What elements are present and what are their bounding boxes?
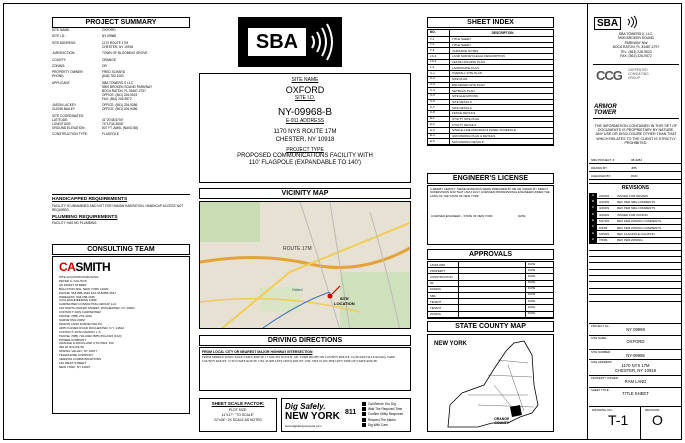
revision-row-empty bbox=[589, 295, 682, 301]
drawing-no: T-1 bbox=[608, 412, 629, 428]
summary-row bbox=[52, 28, 190, 32]
tb-info-row bbox=[589, 335, 682, 349]
revision-date: 3/10/09 bbox=[599, 200, 610, 205]
sheet-no: E-2 bbox=[428, 122, 450, 128]
digsafe-name2: NEW YORK bbox=[285, 411, 340, 422]
checkbox-icon bbox=[362, 402, 366, 406]
sheet-description: SITE ELEVATIONS bbox=[452, 94, 478, 99]
checklist-item bbox=[362, 418, 403, 422]
revision-letter: A bbox=[589, 193, 597, 199]
license-title: ENGINEER'S LICENSE bbox=[427, 173, 554, 184]
tb-sba-address: SBA TOWERS II, LLC. 5900 BROKEN SOUND PARKWAY NW BOCA RATON, FL 33487-2797 TEL: (561) 226-9523 FAX: (561) 226-9572 bbox=[612, 32, 660, 59]
revision-desc: ISSUED FOR ZONING bbox=[617, 212, 648, 217]
revision-desc: ISSUED FOR REVIEW bbox=[617, 193, 649, 198]
checkbox-icon bbox=[362, 412, 366, 416]
tb-rule-4 bbox=[589, 406, 682, 407]
digsafe-box bbox=[281, 398, 411, 432]
state-name: NEW YORK bbox=[434, 341, 467, 347]
summary-value: OXFORD bbox=[102, 28, 116, 32]
scale-box bbox=[199, 398, 277, 432]
summary-title: PROJECT SUMMARY bbox=[52, 17, 190, 28]
sheet-index-title: SHEET INDEX bbox=[427, 17, 554, 28]
plumbing-text: FACILITY HAS NO PLUMBING. bbox=[52, 221, 98, 226]
site-name: OXFORD bbox=[285, 85, 325, 95]
site-id-label: SITE I.D. bbox=[294, 95, 316, 101]
tb-rule-3 bbox=[589, 183, 682, 184]
approval-date-label: DATE bbox=[525, 305, 553, 311]
tb-meta-value: DMC bbox=[631, 173, 638, 178]
summary-row bbox=[52, 41, 190, 49]
casmith-logo: CASMITH bbox=[59, 260, 111, 274]
summary-row bbox=[52, 58, 190, 62]
project-type-label: PROJECT TYPE bbox=[286, 147, 324, 153]
approvals-title: APPROVALS bbox=[427, 249, 554, 260]
vicinity-title: VICINITY MAP bbox=[199, 188, 411, 199]
sheet-no: C-2 bbox=[428, 76, 450, 82]
approval-date-label: DATE bbox=[525, 262, 553, 268]
approval-label: LANDLORD bbox=[430, 262, 446, 267]
tb-info-label: SITE NUMBER: bbox=[591, 350, 611, 354]
sheet-description: SINGLE-LINE DIAGRAM & PANEL SCHEDULE bbox=[452, 128, 516, 133]
approval-label: CONSTRUCTION bbox=[430, 274, 453, 279]
summary-label: JASON LACKEY GLENN BAILEY bbox=[52, 103, 77, 112]
tb-info-row bbox=[589, 323, 682, 335]
ccg-logo: CCG bbox=[596, 68, 622, 83]
checklist-text: Wait The Required Time bbox=[368, 407, 403, 412]
ccg-name: CARPENTER CONSULTING GROUP bbox=[628, 68, 649, 80]
directions-box bbox=[199, 347, 411, 391]
checklist-item bbox=[362, 407, 403, 411]
checkbox-icon bbox=[362, 418, 366, 422]
sheet-description: OVERALL SITE PLAN bbox=[452, 71, 482, 76]
tb-info-label: SITE ADDRESS: bbox=[591, 360, 613, 364]
checklist-text: Dig With Care bbox=[368, 422, 388, 427]
signal-waves-icon bbox=[308, 22, 338, 62]
vicinity-site-label: SITE LOCATION bbox=[334, 296, 355, 306]
plumbing-title: PLUMBING REQUIREMENTS bbox=[52, 215, 118, 221]
sba-logo bbox=[238, 17, 342, 67]
revision-letter: B bbox=[589, 199, 597, 205]
site-name-label: SITE NAME bbox=[291, 77, 319, 83]
revisions-table bbox=[589, 193, 682, 302]
summary-value: FLAGPOLE bbox=[102, 131, 119, 136]
approval-date-label: DATE bbox=[525, 286, 553, 292]
sheet-description: LANDSCAPE PLAN bbox=[452, 65, 479, 70]
tb-info-value: NY-09968 bbox=[626, 353, 645, 358]
state-map bbox=[427, 334, 554, 432]
digsafe-url: www.digsafelynewyork.com bbox=[285, 424, 322, 428]
tb-meta bbox=[589, 156, 682, 180]
sheet-no: T-3 bbox=[428, 48, 450, 54]
tb-signal-waves-icon bbox=[626, 15, 638, 29]
checklist-item bbox=[362, 423, 403, 427]
tb-meta-value: JPB bbox=[631, 165, 637, 170]
revision-date: 5/27/09 bbox=[599, 219, 610, 224]
county-name: ORANGE COUNTY bbox=[494, 417, 510, 425]
revision-date: 2/26/09 bbox=[599, 193, 610, 198]
titleblock-divider bbox=[587, 3, 588, 440]
col-description: DESCRIPTION bbox=[491, 31, 514, 35]
license-date: DATE: bbox=[518, 214, 527, 218]
sheet-description: LEASE HOLDING PLAN bbox=[452, 60, 485, 65]
tb-info-row bbox=[589, 349, 682, 359]
tb-info-value: OXFORD bbox=[626, 339, 645, 344]
revision-label: REVISION: bbox=[645, 408, 661, 412]
summary-value: NY-09968 bbox=[102, 34, 117, 39]
handicap-text: FACILITY IS UNMANNED AND NOT FOR HUMAN HABITATION. HANDICAP ACCESS NOT REQUIRED. bbox=[52, 204, 184, 213]
approval-label: ZONING bbox=[430, 287, 441, 292]
sheet-description: UTILITY DETAILS bbox=[452, 122, 477, 127]
sheet-no: C-8 bbox=[428, 110, 450, 116]
checklist-text: Confirm Utility Response bbox=[368, 412, 404, 417]
approval-row bbox=[428, 312, 553, 318]
team-text: SITE ACQUISITION/ZONING: PETER C. GOUTOS AS FRONT STREET BALLSTON SPA, NEW YORK 12020 PHONE: 518-885-1549 FAX 518-885-1547 WIRELESS: 518-258-4445 CIVIL ENGINEERING FIRM: CARPENTER CONSULTING GROUP, LLC 120 NORTH WATER STREET, ROCHESTER, NY 14604 CONTACT: DON CARPENTER PHONE: (585) 270-4019 SURVEYING FIRM: MASON LAND SURVEYING PC. 4465 CULVER ROAD ROCHESTER, N.Y. 14622 CONTACT: RYAN MASON, L.S. PHONE: (585) 722-0402 (585) 654-4415 (FAX) POWER COMPANY: ORANGE & ROCKLAND UTILITIES, INC 390 W. ROUTE 59 SPRING VALLEY, NY 10977 TELEPHONE COMPANY: VERIZON COMMUNICATIONS 140 WEST STREET NEW YORK, NY 10007 bbox=[59, 275, 135, 369]
sheet-no: C-1 bbox=[428, 71, 450, 77]
revision-date: 6/25/09 bbox=[599, 232, 610, 237]
tb-meta-row bbox=[589, 164, 682, 172]
tb-info-label: SHEET TITLE: bbox=[591, 388, 610, 392]
revision-letter: F bbox=[589, 224, 597, 230]
sheet-no: L-1 bbox=[428, 65, 450, 71]
summary-label: PROPERTY OWNER: PHONE: bbox=[52, 70, 84, 79]
directions-title: DRIVING DIRECTIONS bbox=[199, 335, 411, 346]
approval-signature bbox=[458, 311, 525, 317]
sheet-index-row bbox=[428, 139, 553, 145]
sheet-description: FENCE DETAILS bbox=[452, 111, 476, 116]
summary-row bbox=[52, 64, 190, 68]
tb-disclaimer: THE INFORMATION CONTAINED IN THIS SET OF DOCUMENTS IS PROPRIETARY BY NATURE. ANY USE OR DISCLOSURE OTHER THAN THAT WHICH RELATES TO THE CLIENT IS STRICTLY PROHIBITED. bbox=[594, 124, 678, 145]
checklist-text: Respect The Marks bbox=[368, 417, 396, 422]
handicap-title: HANDICAPPED REQUIREMENTS bbox=[52, 197, 128, 202]
revision-date: 7/6/09 bbox=[599, 238, 608, 243]
state-map-graphic bbox=[428, 335, 554, 432]
digsafe-811: 811 bbox=[345, 409, 357, 416]
summary-row bbox=[52, 132, 190, 136]
summary-row bbox=[52, 103, 190, 111]
armor-tower-logo: ARMOR TOWER bbox=[594, 104, 617, 116]
directions-text: FROM MIDDLETOWN TAKE STATE ROUTE 17 SOUTH TO EXIT 126. TURN RIGHT ON COUNTY ROUTE 13 (SEARSVILLE ROAD). TAKE COUNTY ROUTE 13 TO STATE ROUTE 17M. TURN LEFT ONTO ROUTE 17M. SITE IS ON THE LEFT SIDE OF STATE ROUTE. bbox=[202, 355, 396, 363]
summary-label: ZONING: bbox=[52, 63, 66, 68]
casmith-logo-text: SMITH bbox=[75, 260, 111, 274]
sheet-no: C-7 bbox=[428, 105, 450, 111]
sheet-description: LAND SURVEY/LEGAL DESCRIPTION bbox=[452, 54, 505, 59]
tb-info-label: SITE NAME: bbox=[591, 336, 607, 340]
tb-rule-5 bbox=[640, 406, 641, 440]
revision-desc: REV PER SBA COMMENTS bbox=[617, 206, 656, 211]
summary-label: COUNTY: bbox=[52, 57, 67, 62]
sheet-description: TITLE SHEET bbox=[452, 37, 472, 42]
sheet-no: E-3 bbox=[428, 128, 450, 134]
license-text: I HEREBY CERTIFY THESE DRAWINGS WERE PREPARED BY ME OR UNDER MY DIRECT SUPERVISION AND THAT I AM A DULY LICENSED PROFESSIONAL ENGINEER UNDER THE LAWS OF THE STATE OF NEW YORK. bbox=[430, 187, 550, 198]
revision-letter: C bbox=[589, 205, 597, 211]
tb-info-value: NY 09968 bbox=[626, 327, 645, 332]
state-map-title: STATE COUNTY MAP bbox=[427, 321, 554, 332]
approval-label: PROPERTY bbox=[430, 268, 446, 273]
revision-date: 4/20/09 bbox=[599, 212, 610, 217]
summary-value: ORANGE bbox=[102, 57, 116, 62]
summary-row bbox=[52, 81, 190, 101]
approval-date-label: DATE bbox=[525, 299, 553, 305]
summary-value: FRED SCHARD (845) 783-1000 bbox=[102, 70, 126, 79]
sheet-description: GROUNDING DETAILS bbox=[452, 139, 484, 144]
approval-label: ZONING bbox=[430, 312, 441, 317]
summary-row bbox=[52, 70, 190, 78]
revision-value: O bbox=[652, 412, 663, 428]
summary-value: OR bbox=[102, 63, 107, 68]
tb-rule-2 bbox=[593, 118, 679, 119]
approval-label: TENANT bbox=[430, 299, 442, 304]
sheet-description: UTILITY SITE PLAN bbox=[452, 116, 480, 121]
sheet-description: SITE DETAILS bbox=[452, 99, 472, 104]
revision-date: 6/3/09 bbox=[599, 225, 608, 230]
summary-row bbox=[52, 51, 190, 55]
approval-date-label: DATE bbox=[525, 268, 553, 274]
project-type: PROPOSED COMMUNICATIONS FACILITY WITH 110' FLAGPOLE (EXPANDABLE TO 140') bbox=[237, 153, 373, 166]
summary-value: 1170 ROUTE 17M CHESTER, NY 10918 bbox=[102, 40, 134, 49]
tb-meta-row bbox=[589, 156, 682, 164]
sheet-description: SETBACK PLAN bbox=[452, 88, 475, 93]
scale-title: SHEET SCALE FACTOR: bbox=[211, 401, 265, 406]
approval-label: TENANT bbox=[430, 305, 442, 310]
revision-desc: REV PER ZONING bbox=[617, 238, 643, 243]
revision-letter: E bbox=[589, 218, 597, 224]
sheet-no: C-5 bbox=[428, 93, 450, 99]
revision-letter: G bbox=[589, 231, 597, 237]
summary-label: SITE COORDINATES: LATITUDE: LONGITUDE: GROUND ELEVATION: bbox=[52, 113, 86, 130]
tb-meta-label: SBA PROJECT #: bbox=[591, 157, 615, 162]
revisions-title: REVISIONS bbox=[621, 185, 650, 191]
sheet-description: TITLE SHEET bbox=[452, 43, 472, 48]
approval-label: RF bbox=[430, 281, 434, 286]
revision-letter: D bbox=[589, 212, 597, 218]
tb-meta-value: 08-0284 bbox=[631, 157, 643, 162]
checkbox-icon bbox=[362, 423, 366, 427]
tb-rule-1 bbox=[593, 64, 679, 65]
summary-row bbox=[52, 114, 190, 130]
vicinity-map bbox=[199, 201, 411, 329]
sheet-no: E-5 bbox=[428, 139, 450, 145]
sheet-no: LS-1 bbox=[428, 54, 450, 60]
sheet-description: SITE PLAN bbox=[452, 77, 468, 82]
revision-date: 3/20/09 bbox=[599, 206, 610, 211]
sheet-no: C-4 bbox=[428, 88, 450, 94]
tb-info-row bbox=[589, 359, 682, 375]
e911-label: E-911 ADDRESS bbox=[285, 118, 325, 124]
revision-desc: REV PER ZONING COMMENTS bbox=[617, 219, 662, 224]
summary-label: SITE ADDRESS: bbox=[52, 40, 77, 45]
license-line: LICENSED ENGINEER – STATE OF NEW YORK bbox=[431, 214, 493, 218]
approval-label: SBA bbox=[430, 293, 436, 298]
license-box bbox=[427, 185, 554, 245]
summary-value: TOWN OF BLOOMING GROVE bbox=[102, 51, 148, 56]
tb-meta-label: CHECKED BY: bbox=[591, 173, 612, 178]
vicinity-map-graphic bbox=[200, 202, 411, 329]
sheet-no: C-3 bbox=[428, 82, 450, 88]
digsafe-checklist bbox=[362, 402, 403, 428]
vicinity-route-label: ROUTE 17M bbox=[283, 246, 312, 252]
tb-info-row bbox=[589, 387, 682, 401]
col-no: NO. bbox=[428, 30, 450, 37]
checkbox-icon bbox=[362, 407, 366, 411]
tb-info bbox=[589, 323, 682, 401]
tb-meta-row bbox=[589, 172, 682, 180]
site-id: NY-09968-B bbox=[277, 107, 333, 118]
summary-label: JURISDICTION: bbox=[52, 51, 76, 56]
tb-info-value: RAM LAND bbox=[624, 379, 647, 384]
summary-value: 41°20'45.5704" 74°13'34.3606" 507 FT. AMSL (NAVD 88) bbox=[102, 117, 138, 130]
sba-logo-text: SBA bbox=[248, 28, 306, 56]
summary-label: SITE NAME: bbox=[52, 28, 71, 32]
revision-desc: REV PER SBA COMMENTS bbox=[617, 200, 656, 205]
sheet-no: T-1 bbox=[428, 37, 450, 43]
summary-value: OFFICE: (561) 226-9356 OFFICE: (561) 226-9456 bbox=[102, 103, 138, 112]
team-box bbox=[52, 256, 190, 414]
site-block bbox=[199, 73, 411, 183]
sheet-description: VARIANCE NOTES bbox=[452, 48, 479, 53]
approvals-table bbox=[427, 261, 554, 319]
tb-info-label: PROJECT No.: bbox=[591, 324, 610, 328]
summary-table bbox=[52, 28, 190, 138]
handicap-section bbox=[52, 194, 190, 232]
summary-label: CONSTRUCTION TYPE: bbox=[52, 131, 88, 136]
scale-text: PLOT SIZE: 11"x17": "TO SCALE" 22"x34": 2X SCALE AS NOTED bbox=[214, 408, 262, 422]
tb-info-value: TITLE SHEET bbox=[622, 391, 649, 396]
drawing-no-label: DRAWING NO.: bbox=[592, 408, 614, 412]
tb-info-value: 1170 NYS 17M CHESTER, NY 10918 bbox=[615, 363, 656, 373]
approval-date-label: DATE bbox=[525, 280, 553, 286]
summary-row bbox=[52, 34, 190, 38]
approval-date-label: DATE bbox=[525, 274, 553, 280]
tb-info-label: PROPERTY OWNER: bbox=[591, 376, 619, 380]
directions-heading: FROM LOCAL CITY OR NEAREST MAJOR HIGHWAY INTERSECTION bbox=[202, 350, 313, 354]
checklist-text: Call Before You Dig bbox=[368, 402, 396, 406]
sheet-no: E-1 bbox=[428, 116, 450, 122]
sheet-no: T-2 bbox=[428, 42, 450, 48]
revision-desc: REV FLAGPOLE LIGHTING bbox=[617, 232, 655, 237]
tb-info-row bbox=[589, 375, 682, 387]
site-address: 1170 NYS ROUTE 17M CHESTER, NY 10918 bbox=[273, 129, 337, 143]
tb-sba-logo bbox=[594, 13, 642, 31]
team-title: CONSULTING TEAM bbox=[52, 244, 190, 255]
revision-desc: REV PER ZONING COMMENTS bbox=[617, 225, 662, 230]
digsafe-name1: Dig Safely. bbox=[285, 402, 326, 411]
sheet-index-table bbox=[427, 29, 554, 146]
tb-meta-label: DRAWN BY: bbox=[591, 165, 608, 170]
vicinity-oxford-label: Oxford bbox=[292, 288, 303, 292]
sheet-description: GROUNDING PLAN & DETAILS bbox=[452, 134, 496, 139]
sheet-description: SITE DETAILS bbox=[452, 105, 472, 110]
checklist-item bbox=[362, 412, 403, 416]
summary-label: SITE I.D.: bbox=[52, 34, 66, 39]
summary-value: SBA TOWERS II, LLC. 5900 BROKEN SOUND PARKWAY BOCA RATON, FL 33487-2797 OFFICE: (561) 226-9523 FAX: (561) 226-9572 bbox=[102, 80, 153, 101]
revision-letter: H bbox=[589, 237, 597, 243]
sheet-no: LS-2 bbox=[428, 59, 450, 65]
sheet-no: C-6 bbox=[428, 99, 450, 105]
approval-date-label: DATE bbox=[525, 311, 553, 317]
tb-sba-logo-text: SBA bbox=[594, 17, 621, 30]
checklist-item bbox=[362, 402, 403, 406]
approval-date-label: DATE bbox=[525, 292, 553, 298]
summary-label: APPLICANT: bbox=[52, 80, 71, 85]
sheet-no: E-4 bbox=[428, 133, 450, 139]
sheet-description: ENLARGED SITE PLAN bbox=[452, 82, 485, 87]
